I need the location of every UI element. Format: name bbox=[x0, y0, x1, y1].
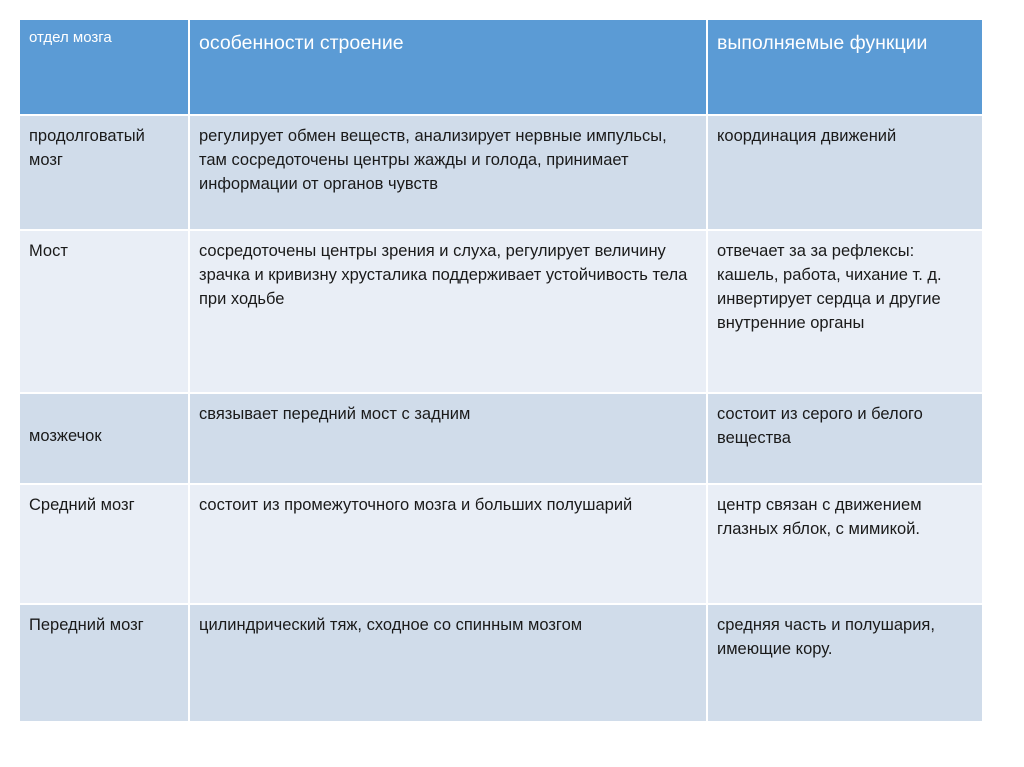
cell-functions: отвечает за за рефлексы: кашель, работа, чихание т. д. инвертирует сердца и другие внутренние органы bbox=[707, 230, 983, 393]
cell-structure: цилиндрический тяж, сходное со спинным мозгом bbox=[189, 604, 707, 722]
cell-structure: связывает передний мост с задним bbox=[189, 393, 707, 484]
table-row bbox=[19, 230, 983, 393]
header-structure: особенности строение bbox=[189, 19, 707, 115]
header-functions: выполняемые функции bbox=[707, 19, 983, 115]
cell-functions: центр связан с движением глазных яблок, с мимикой. bbox=[707, 484, 983, 604]
header-section: отдел мозга bbox=[19, 19, 189, 115]
cell-section: Мост bbox=[19, 230, 189, 393]
cell-structure: регулирует обмен веществ, анализирует нервные импульсы, там сосредоточены центры жажды и голода, принимает информации от органов чувств bbox=[189, 115, 707, 230]
cell-section: Передний мозг bbox=[19, 604, 189, 722]
brain-sections-table bbox=[18, 18, 984, 723]
cell-section: мозжечок bbox=[19, 393, 189, 484]
cell-functions: координация движений bbox=[707, 115, 983, 230]
cell-section: Средний мозг bbox=[19, 484, 189, 604]
cell-structure: сосредоточены центры зрения и слуха, регулирует величину зрачка и кривизну хрусталика поддерживает устойчивость тела при ходьбе bbox=[189, 230, 707, 393]
table-row bbox=[19, 393, 983, 484]
cell-functions: средняя часть и полушария, имеющие кору. bbox=[707, 604, 983, 722]
cell-functions: состоит из серого и белого вещества bbox=[707, 393, 983, 484]
cell-section: продолговатый мозг bbox=[19, 115, 189, 230]
table-row bbox=[19, 115, 983, 230]
table-row bbox=[19, 604, 983, 722]
table-header-row bbox=[19, 19, 983, 115]
table-row bbox=[19, 484, 983, 604]
cell-structure: состоит из промежуточного мозга и больших полушарий bbox=[189, 484, 707, 604]
